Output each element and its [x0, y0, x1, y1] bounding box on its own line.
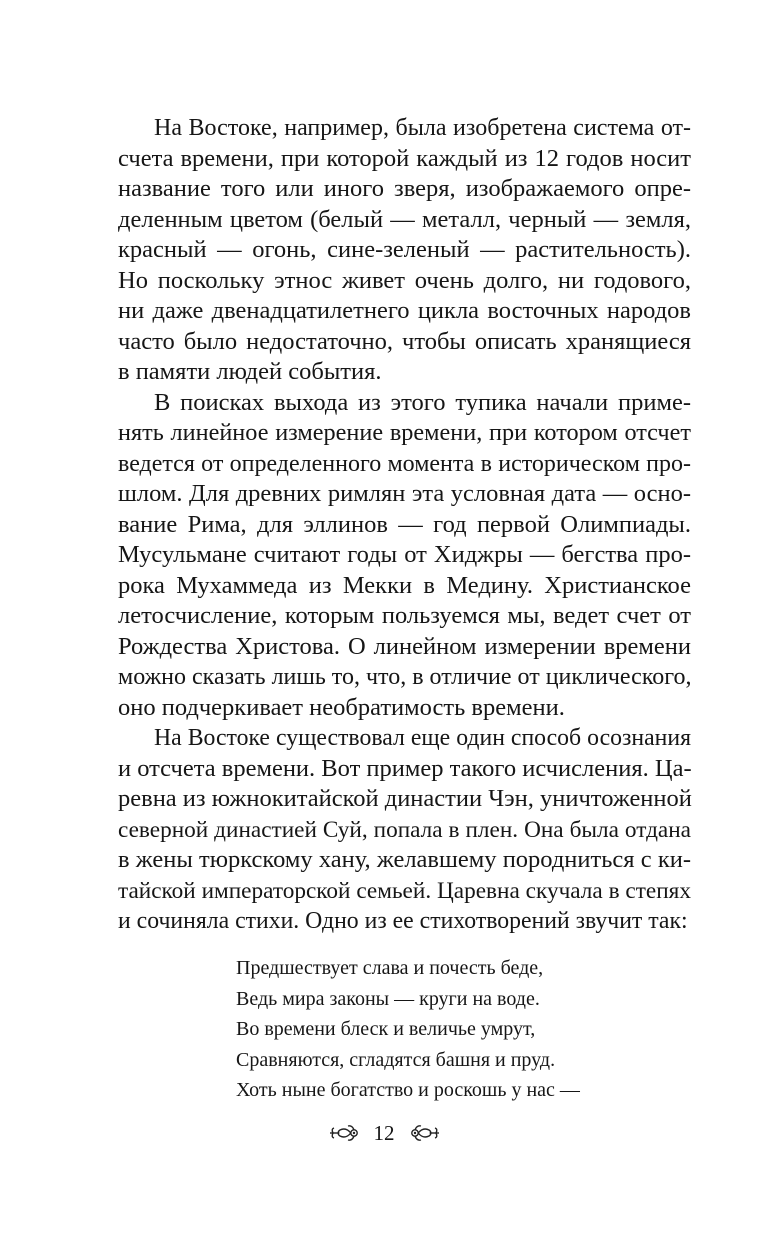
- poem-line: Предшествует слава и почесть беде,: [236, 957, 544, 979]
- text-line: и сочиняла стихи. Одно из ее стихотворений звучит так:: [118, 908, 688, 934]
- text-line: В поисках выхода из этого тупика начали приме-: [154, 388, 691, 416]
- text-line: На Востоке существовал еще один способ осознания: [154, 725, 691, 751]
- text-line: красный — огонь, сине-зеленый — растительность).: [118, 236, 691, 263]
- text-line: оно подчеркивает необратимость времени.: [118, 693, 565, 721]
- text-line: можно сказать лишь то, что, в отличие от циклического,: [118, 664, 692, 690]
- text-line: летосчисление, которым пользуемся мы, ведет счет от: [118, 602, 691, 629]
- poem-line: Хоть ныне богатство и роскошь у нас —: [236, 1079, 580, 1101]
- text-line: название того или иного зверя, изображаемого опре-: [118, 175, 691, 202]
- text-line: нять линейное измерение времени, при котором отсчет: [118, 419, 691, 446]
- page-footer: [0, 1120, 768, 1146]
- poem-excerpt: [236, 953, 580, 1106]
- text-line: деленным цветом (белый — металл, черный — земля,: [118, 205, 691, 233]
- text-line: в жены тюркскому хану, желавшему породниться с ки-: [118, 846, 691, 873]
- text-line: ревна из южнокитайской династии Чэн, уничтоженной: [118, 785, 692, 812]
- body-text: [118, 113, 691, 937]
- text-line: тайской императорской семьей. Царевна скучала в степях: [118, 877, 691, 904]
- text-line: северной династией Суй, попала в плен. Она была отдана: [118, 816, 691, 843]
- text-line: ни даже двенадцатилетнего цикла восточных народов: [118, 297, 691, 324]
- text-line: рока Мухаммеда из Мекки в Медину. Христианское: [118, 571, 691, 599]
- text-line: На Востоке, например, была изобретена система от-: [154, 115, 691, 141]
- text-line: Мусульмане считают годы от Хиджры — бегства про-: [118, 541, 691, 568]
- text-line: ведется от определенного момента в историческом про-: [118, 450, 691, 477]
- text-line: Но поскольку этнос живет очень долго, ни годового,: [118, 266, 691, 294]
- text-line: счета времени, при которой каждый из 12 годов носит: [118, 144, 691, 172]
- text-line: в памяти людей события.: [118, 358, 382, 385]
- poem-line: Сравняются, сгладятся башня и пруд.: [236, 1048, 556, 1071]
- text-line: часто было недостаточно, чтобы описать хранящиеся: [118, 327, 691, 355]
- floral-ornament-right-icon: [405, 1123, 441, 1143]
- text-line: и отсчета времени. Вот пример такого исчисления. Ца-: [118, 754, 692, 782]
- page-number: 12: [373, 1121, 395, 1145]
- text-line: вание Рима, для эллинов — год первой Олимпиады.: [118, 510, 691, 538]
- poem-line: Ведь мира законы — круги на воде.: [236, 987, 540, 1010]
- poem-line: Во времени блеск и величье умрут,: [236, 1018, 536, 1040]
- text-line: шлом. Для древних римлян эта условная дата — осно-: [118, 480, 691, 507]
- floral-ornament-left-icon: [328, 1123, 364, 1143]
- text-line: Рождества Христова. О линейном измерении времени: [118, 632, 691, 660]
